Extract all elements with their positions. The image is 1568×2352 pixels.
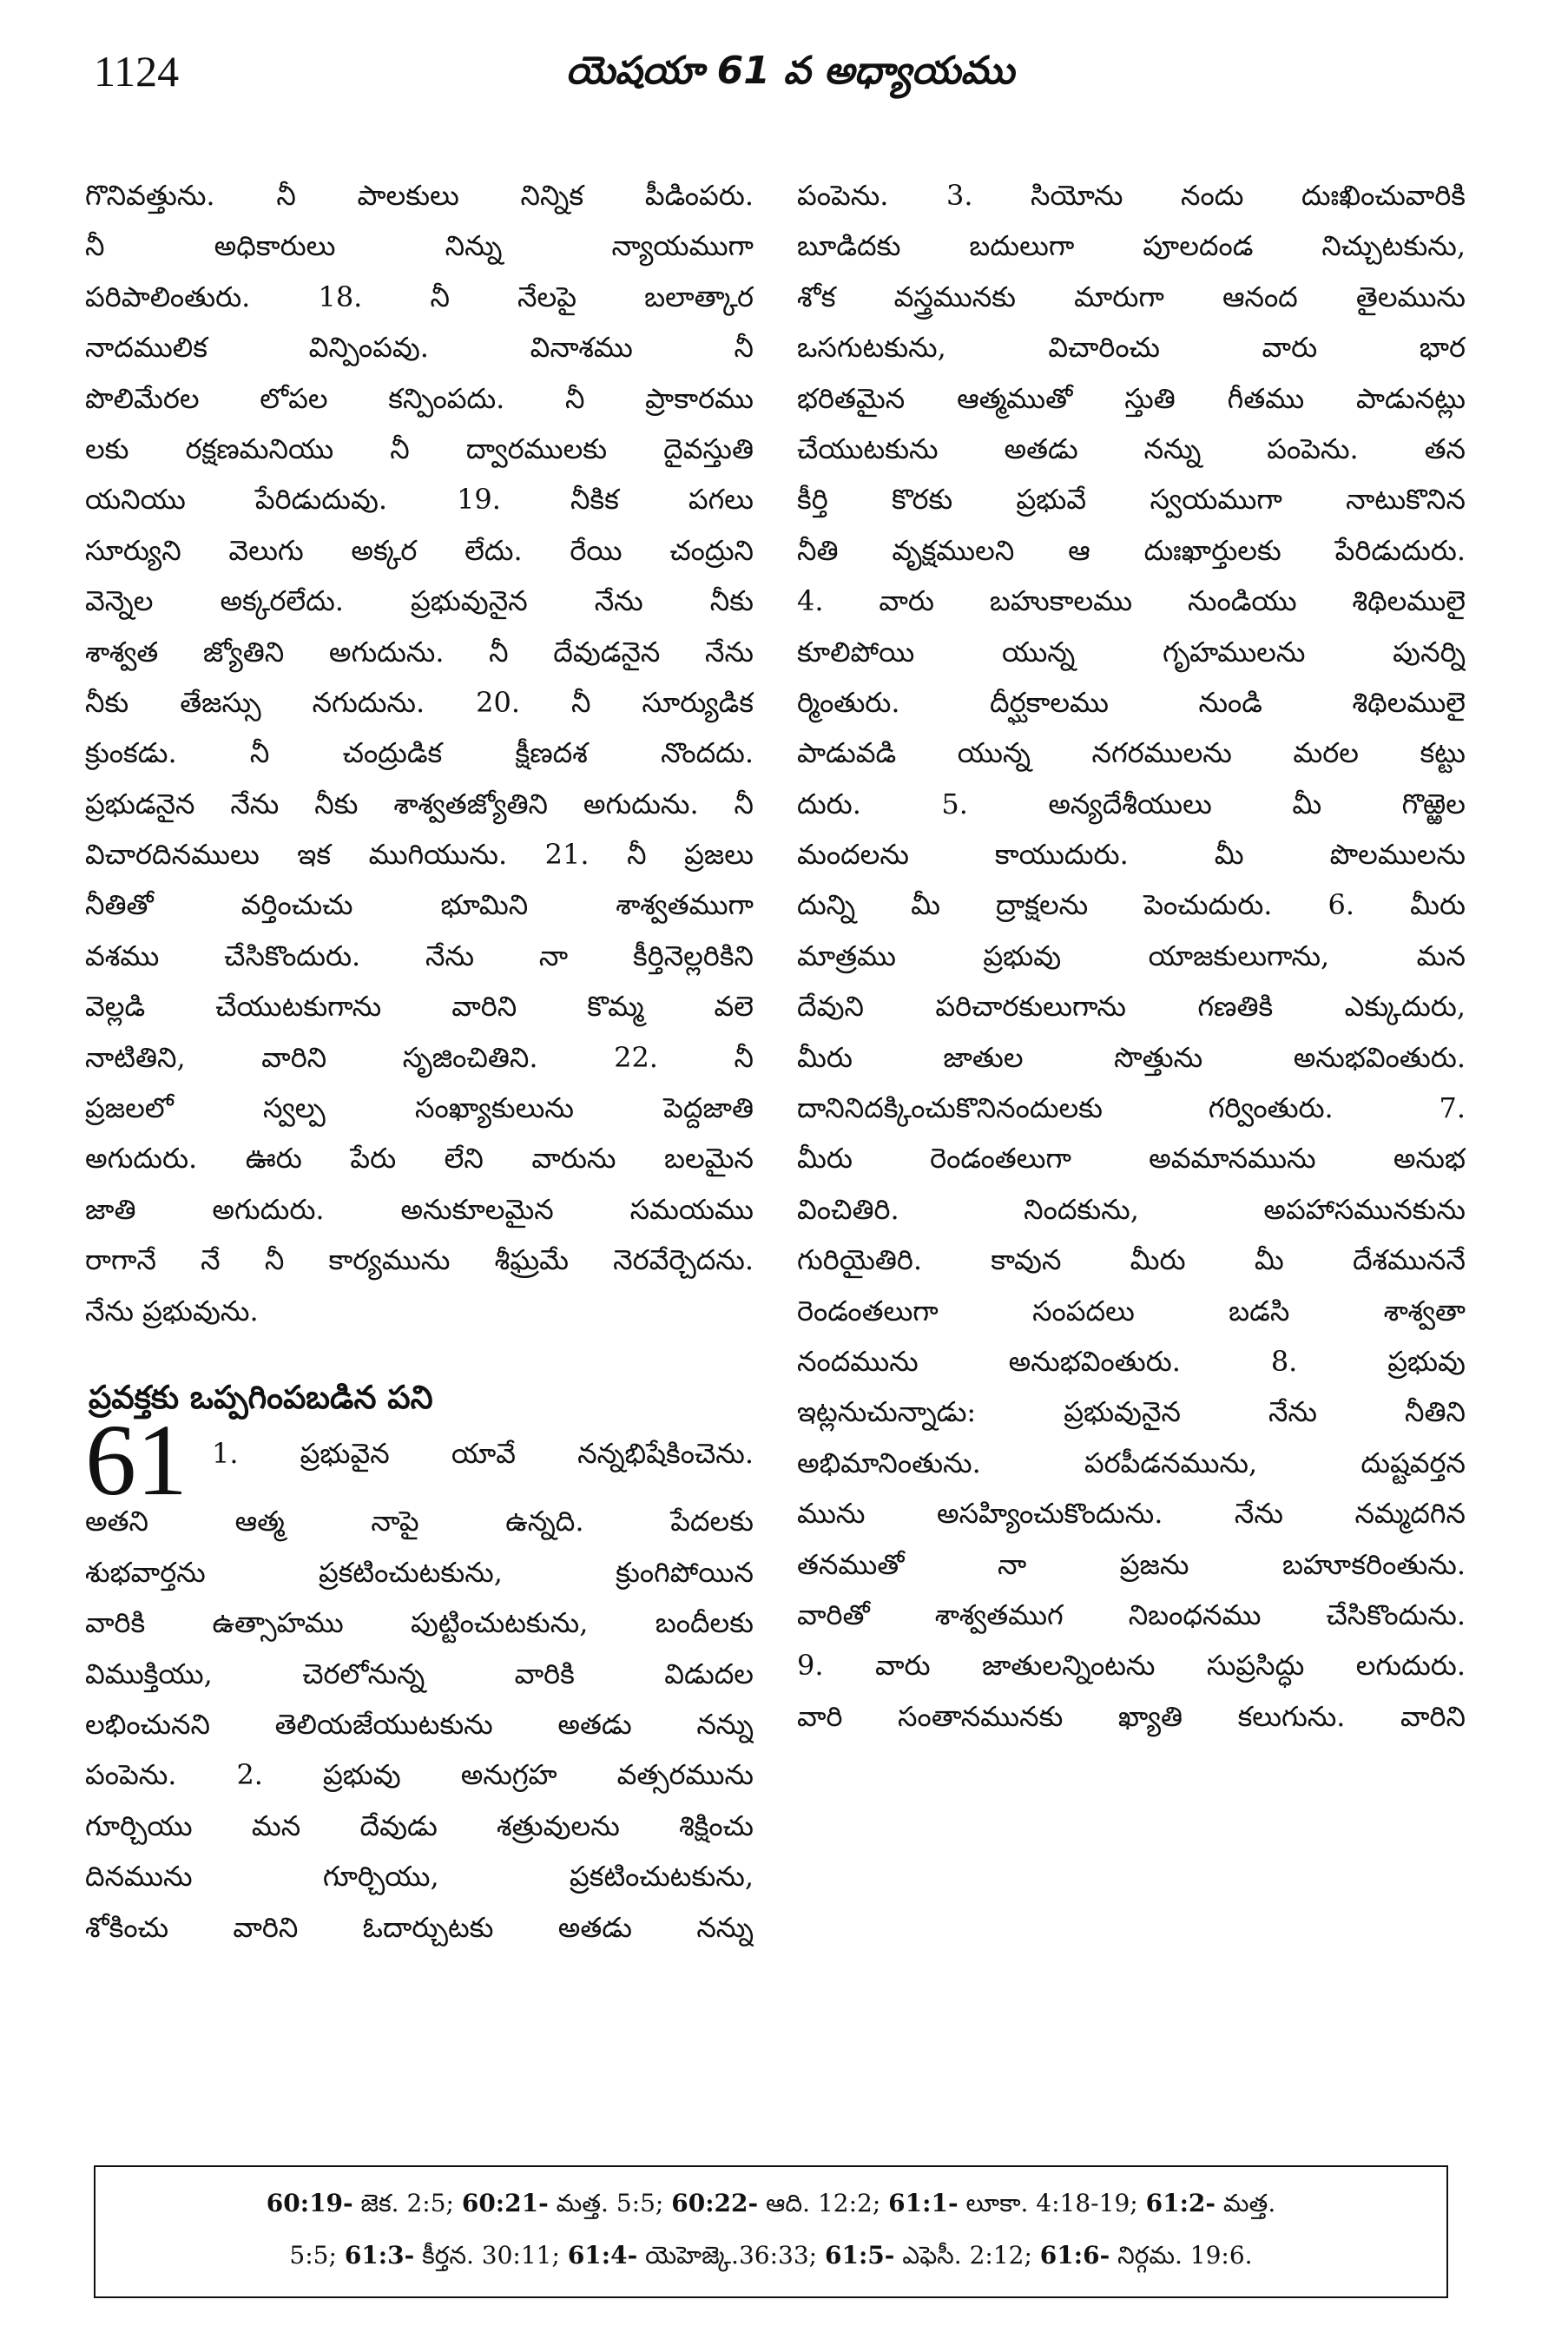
text-line: రాగానే నే నీ కార్యమును శీఘ్రమే నెరవేర్చెదను. bbox=[85, 1243, 754, 1277]
text-line: నందమును అనుభవింతురు. 8. ప్రభువు bbox=[797, 1344, 1466, 1378]
cross-reference-citation: మత్త. 5:5; bbox=[548, 2189, 672, 2217]
text-line: ప్రభుడనైన నేను నీకు శాశ్వతజ్యోతిని అగుదును. నీ bbox=[85, 787, 754, 820]
text-line: దున్ని మీ ద్రాక్షలను పెంచుదురు. 6. మీరు bbox=[797, 888, 1466, 922]
text-line: ఒసగుటకును, విచారించు వారు భార bbox=[797, 331, 1466, 365]
text-line: పంపెను. 3. సియోను నందు దుఃఖించువారికి bbox=[797, 179, 1466, 212]
cross-reference-citation: కీర్తన. 30:11; bbox=[414, 2241, 568, 2270]
cross-reference-verse: 60:21- bbox=[461, 2189, 549, 2217]
text-line: గొనివత్తును. నీ పాలకులు నిన్నిక పీడింపరు. bbox=[85, 179, 754, 212]
cross-reference-verse: 61:4- bbox=[567, 2241, 638, 2270]
text-line: జాతి అగుదురు. అనుకూలమైన సమయము bbox=[85, 1192, 754, 1226]
text-line: దురు. 5. అన్యదేశీయులు మీ గొఱ్ఱెల bbox=[797, 787, 1466, 820]
text-line: గురియైతిరి. కావున మీరు మీ దేశముననే bbox=[797, 1243, 1466, 1277]
text-line: దానినిదక్కించుకొనినందులకు గర్వింతురు. 7. bbox=[797, 1091, 1466, 1125]
text-line: రెండంతలుగా సంపదలు బడసి శాశ్వతా bbox=[797, 1294, 1466, 1328]
text-line: పరిపాలింతురు. 18. నీ నేలపై బలాత్కార bbox=[85, 280, 754, 313]
text-line: ఇట్లనుచున్నాడు: ప్రభువునైన నేను నీతిని bbox=[797, 1395, 1466, 1429]
chapter-opening-line bbox=[85, 1402, 754, 1517]
cross-reference-citation: ఎఫెసీ. 2:12; bbox=[894, 2241, 1040, 2270]
cross-reference-verse: 60:22- bbox=[671, 2189, 759, 2217]
text-line: మును అసహ్యించుకొందును. నేను నమ్మదగిన bbox=[797, 1497, 1466, 1531]
text-line: శోకించు వారిని ఓదార్చుటకు అతడు నన్ను bbox=[85, 1910, 754, 1944]
text-line: యనియు పేరిడుదువు. 19. నీకిక పగలు bbox=[85, 483, 754, 517]
text-line: బూడిదకు బదులుగా పూలదండ నిచ్చుటకును, bbox=[797, 229, 1466, 263]
text-line: లభించునని తెలియజేయుటకును అతడు నన్ను bbox=[85, 1707, 754, 1741]
text-line: అభిమానింతును. పరపీడనమును, దుష్టవర్తన bbox=[797, 1446, 1466, 1479]
text-line: శోక వస్త్రమునకు మారుగా ఆనంద తైలమును bbox=[797, 280, 1466, 313]
cross-reference-citation: మత్త. bbox=[1216, 2189, 1276, 2217]
text-line: భరితమైన ఆత్మముతో స్తుతి గీతము పాడునట్లు bbox=[797, 381, 1466, 415]
section-heading: ప్రవక్తకు ఒప్పగింపబడిన పని bbox=[89, 1378, 433, 1416]
text-line: పొలిమేరల లోపల కన్పింపదు. నీ ప్రాకారము bbox=[85, 381, 754, 415]
text-line: మందలను కాయుదురు. మీ పొలములను bbox=[797, 838, 1466, 872]
cross-reference-verse: 61:6- bbox=[1039, 2241, 1110, 2270]
cross-reference-verse: 61:3- bbox=[344, 2241, 415, 2270]
text-line: సూర్యుని వెలుగు అక్కర లేదు. రేయి చంద్రుని bbox=[85, 533, 754, 567]
text-line: వశము చేసికొందురు. నేను నా కీర్తినెల్లరికిని bbox=[85, 939, 754, 972]
cross-reference-citation: యెహెజ్కె.36:33; bbox=[637, 2241, 825, 2270]
cross-reference-verse: 60:19- bbox=[266, 2189, 353, 2217]
text-line: నీతితో వర్తించుచు భూమిని శాశ్వతముగా bbox=[85, 888, 754, 922]
text-line: అతని ఆత్మ నాపై ఉన్నది. పేదలకు bbox=[85, 1505, 754, 1538]
text-line: దినమును గూర్చియు, ప్రకటించుటకును, bbox=[85, 1860, 754, 1894]
left-column bbox=[85, 170, 754, 1953]
text-line: విచారదినములు ఇక ముగియును. 21. నీ ప్రజలు bbox=[85, 838, 754, 872]
cross-reference-citation: నిర్గమ. 19:6. bbox=[1110, 2241, 1253, 2270]
text-line: తనముతో నా ప్రజను బహూకరింతును. bbox=[797, 1547, 1466, 1581]
chapter-first-line: 1. ప్రభువైన యావే నన్నభిషేకించెను. bbox=[212, 1436, 754, 1470]
right-column bbox=[797, 170, 1466, 1742]
text-line: ప్రజలలో స్వల్ప సంఖ్యాకులును పెద్దజాతి bbox=[85, 1091, 754, 1125]
page-number: 1124 bbox=[94, 47, 180, 96]
text-line: క్రుంకడు. నీ చంద్రుడిక క్షీణదశ నొందదు. bbox=[85, 736, 754, 770]
right-column-text bbox=[797, 170, 1466, 1742]
text-line: గూర్చియు మన దేవుడు శత్రువులను శిక్షించు bbox=[85, 1808, 754, 1842]
text-line: వెల్లడి చేయుటకుగాను వారిని కొమ్మ వలె bbox=[85, 990, 754, 1024]
text-line: మీరు రెండంతలుగా అవమానమును అనుభ bbox=[797, 1142, 1466, 1176]
text-line: కూలిపోయి యున్న గృహములను పునర్ని bbox=[797, 635, 1466, 669]
text-line: మాత్రము ప్రభువు యాజకులుగాను, మన bbox=[797, 939, 1466, 972]
text-line: ర్మింతురు. దీర్ఘకాలము నుండి శిథిలములై bbox=[797, 685, 1466, 719]
left-column-text-top bbox=[85, 170, 754, 1336]
text-line: నేను ప్రభువును. bbox=[85, 1294, 259, 1328]
text-line: పంపెను. 2. ప్రభువు అనుగ్రహ వత్సరమును bbox=[85, 1758, 754, 1792]
cross-reference-box bbox=[94, 2165, 1448, 2298]
text-line: విముక్తియు, చెరలోనున్న వారికి విడుదల bbox=[85, 1657, 754, 1690]
text-line: నీతి వృక్షములని ఆ దుఃఖార్తులకు పేరిడుదురు. bbox=[797, 533, 1466, 567]
cross-reference-citation: లూకా. 4:18-19; bbox=[958, 2189, 1146, 2217]
text-line: వెన్నెల అక్కరలేదు. ప్రభువునైన నేను నీకు bbox=[85, 584, 754, 618]
cross-reference-verse: 61:5- bbox=[825, 2241, 895, 2270]
cross-reference-continuation: 5:5; bbox=[289, 2241, 345, 2270]
text-line: శాశ్వత జ్యోతిని అగుదును. నీ దేవుడనైన నేను bbox=[85, 635, 754, 669]
text-line: కీర్తి కొరకు ప్రభువే స్వయముగా నాటుకొనిన bbox=[797, 483, 1466, 517]
cross-reference-line bbox=[130, 2177, 1412, 2230]
text-line: నీ అధికారులు నిన్ను న్యాయముగా bbox=[85, 229, 754, 263]
text-line: 9. వారు జాతులన్నింటను సుప్రసిద్ధు లగుదురు. bbox=[797, 1649, 1466, 1683]
text-line: పాడువడి యున్న నగరములను మరల కట్టు bbox=[797, 736, 1466, 770]
text-line: శుభవార్తను ప్రకటించుటకును, క్రుంగిపోయిన bbox=[85, 1555, 754, 1589]
text-line: మీరు జాతుల సొత్తును అనుభవింతురు. bbox=[797, 1040, 1466, 1074]
cross-reference-citation: జెక. 2:5; bbox=[352, 2189, 462, 2217]
cross-reference-verse: 61:1- bbox=[888, 2189, 959, 2217]
chapter-number-dropcap: 61 bbox=[85, 1402, 188, 1517]
text-line: దేవుని పరిచారకులుగాను గణతికి ఎక్కుదురు, bbox=[797, 990, 1466, 1024]
cross-reference-citation: ఆది. 12:2; bbox=[758, 2189, 889, 2217]
text-line: వారి సంతానమునకు ఖ్యాతి కలుగును. వారిని bbox=[797, 1699, 1466, 1733]
cross-reference-verse: 61:2- bbox=[1145, 2189, 1216, 2217]
text-line: లకు రక్షణమనియు నీ ద్వారములకు దైవస్తుతి bbox=[85, 432, 754, 465]
text-line: నీకు తేజస్సు నగుదును. 20. నీ సూర్యుడిక bbox=[85, 685, 754, 719]
text-line: వారికి ఉత్సాహము పుట్టించుటకును, బందీలకు bbox=[85, 1606, 754, 1640]
text-line: అగుదురు. ఊరు పేరు లేని వారును బలమైన bbox=[85, 1142, 754, 1176]
running-head-title: యెషయా 61 వ అధ్యాయము bbox=[565, 49, 1015, 93]
text-line: నాటితిని, వారిని సృజించితిని. 22. నీ bbox=[85, 1040, 754, 1074]
cross-reference-line bbox=[130, 2230, 1412, 2282]
text-line: వించితిరి. నిందకును, అపహాసమునకును bbox=[797, 1192, 1466, 1226]
text-line: నాదములిక విన్పింపవు. వినాశము నీ bbox=[85, 331, 754, 365]
text-line: వారితో శాశ్వతముగ నిబంధనము చేసికొందును. bbox=[797, 1598, 1466, 1631]
left-column-text-bottom bbox=[85, 1496, 754, 1953]
text-line: చేయుటకును అతడు నన్ను పంపెను. తన bbox=[797, 432, 1466, 465]
text-line: 4. వారు బహుకాలము నుండియు శిథిలములై bbox=[797, 584, 1466, 618]
